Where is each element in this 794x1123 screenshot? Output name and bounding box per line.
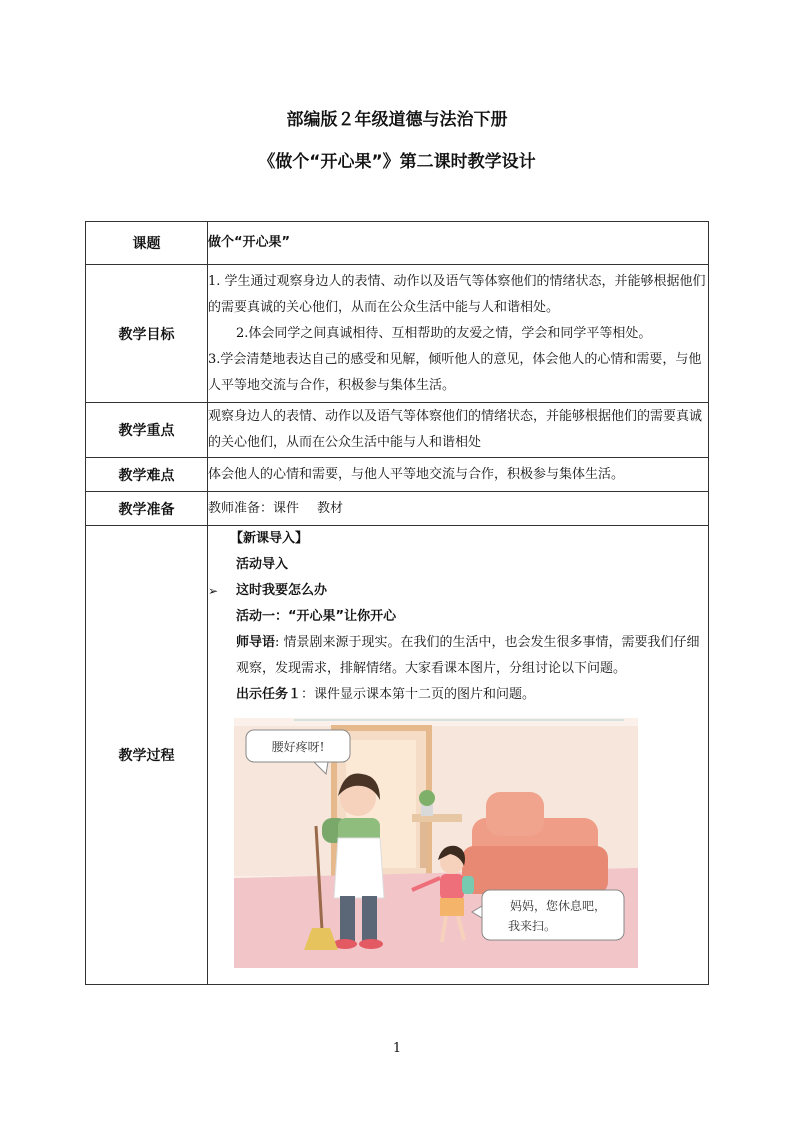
page-number: 1 — [392, 1041, 402, 1056]
activity-intro: 活动导入 — [236, 557, 289, 572]
guide-label: 师导语 — [236, 635, 276, 650]
document-title: 部编版２年级道德与法治下册 — [286, 110, 508, 130]
girl-speech-line2: 我来扫。 — [508, 919, 557, 933]
key-points-value: 观察身边人的表情、动作以及语气等体察他们的情绪状态，并能够根据他们的需要真诚的关心他们，从而在公众生活中能与人和谐相处 — [208, 403, 709, 458]
lesson-plan-table — [85, 221, 709, 985]
mom-speech-text: 腰好疼呀! — [271, 740, 325, 754]
guide-paragraph — [208, 630, 708, 682]
row-label-preparation: 教学准备 — [86, 492, 208, 526]
task-text: ：课件显示课本第十二页的图片和问题。 — [301, 687, 536, 702]
goals-cell — [208, 265, 709, 403]
table-row — [86, 403, 709, 458]
textbook-illustration — [234, 718, 638, 968]
row-label-goals: 教学目标 — [86, 265, 208, 403]
task-label: 出示任务１ — [236, 687, 302, 702]
activity-one-heading: 活动一：“开心果”让你开心 — [236, 609, 397, 624]
table-row — [86, 526, 709, 985]
arrow-bullet-icon: ➢ — [208, 584, 219, 598]
row-label-process: 教学过程 — [86, 526, 208, 985]
table-row — [86, 458, 709, 492]
document-subtitle: 《做个“开心果”》第二课时教学设计 — [258, 152, 536, 172]
goal-2: 2.体会同学之间真诚相待、互相帮助的友爱之情，学会和同学平等相处。 — [236, 325, 652, 341]
difficulties-value: 体会他人的心情和需要，与他人平等地交流与合作，积极参与集体生活。 — [208, 458, 709, 492]
guide-text: : 情景剧来源于现实。在我们的生活中，也会发生很多事情，需要我们仔细观察，发现需求，排解情绪。大家看课本图片，分组讨论以下问题。 — [236, 635, 700, 676]
bullet-item — [208, 578, 708, 604]
girl-speech-line1: 妈妈，您休息吧， — [509, 899, 607, 913]
process-cell — [208, 526, 709, 985]
prep-teacher: 教师准备：课件 — [208, 500, 300, 516]
row-label-topic: 课题 — [86, 222, 208, 265]
preparation-cell — [208, 492, 709, 526]
prep-textbook: 教材 — [317, 500, 344, 516]
bullet-text: 这时我要怎么办 — [236, 583, 328, 598]
row-label-key-points: 教学重点 — [86, 403, 208, 458]
goal-3: 3.学会清楚地表达自己的感受和见解，倾听他人的意见，体会他人的心情和需要，与他人平等地交流与合作，积极参与集体生活。 — [208, 351, 702, 393]
table-row — [86, 492, 709, 526]
row-label-difficulties: 教学难点 — [86, 458, 208, 492]
table-row — [86, 222, 709, 265]
table-row — [86, 265, 709, 403]
topic-value: 做个“开心果” — [208, 222, 709, 265]
task-line — [208, 682, 708, 708]
section-heading: 【新课导入】 — [230, 531, 309, 546]
goal-1: 1. 学生通过观察身边人的表情、动作以及语气等体察他们的情绪状态，并能够根据他们的需要真诚的关心他们，从而在公众生活中能与人和谐相处。 — [208, 273, 706, 315]
